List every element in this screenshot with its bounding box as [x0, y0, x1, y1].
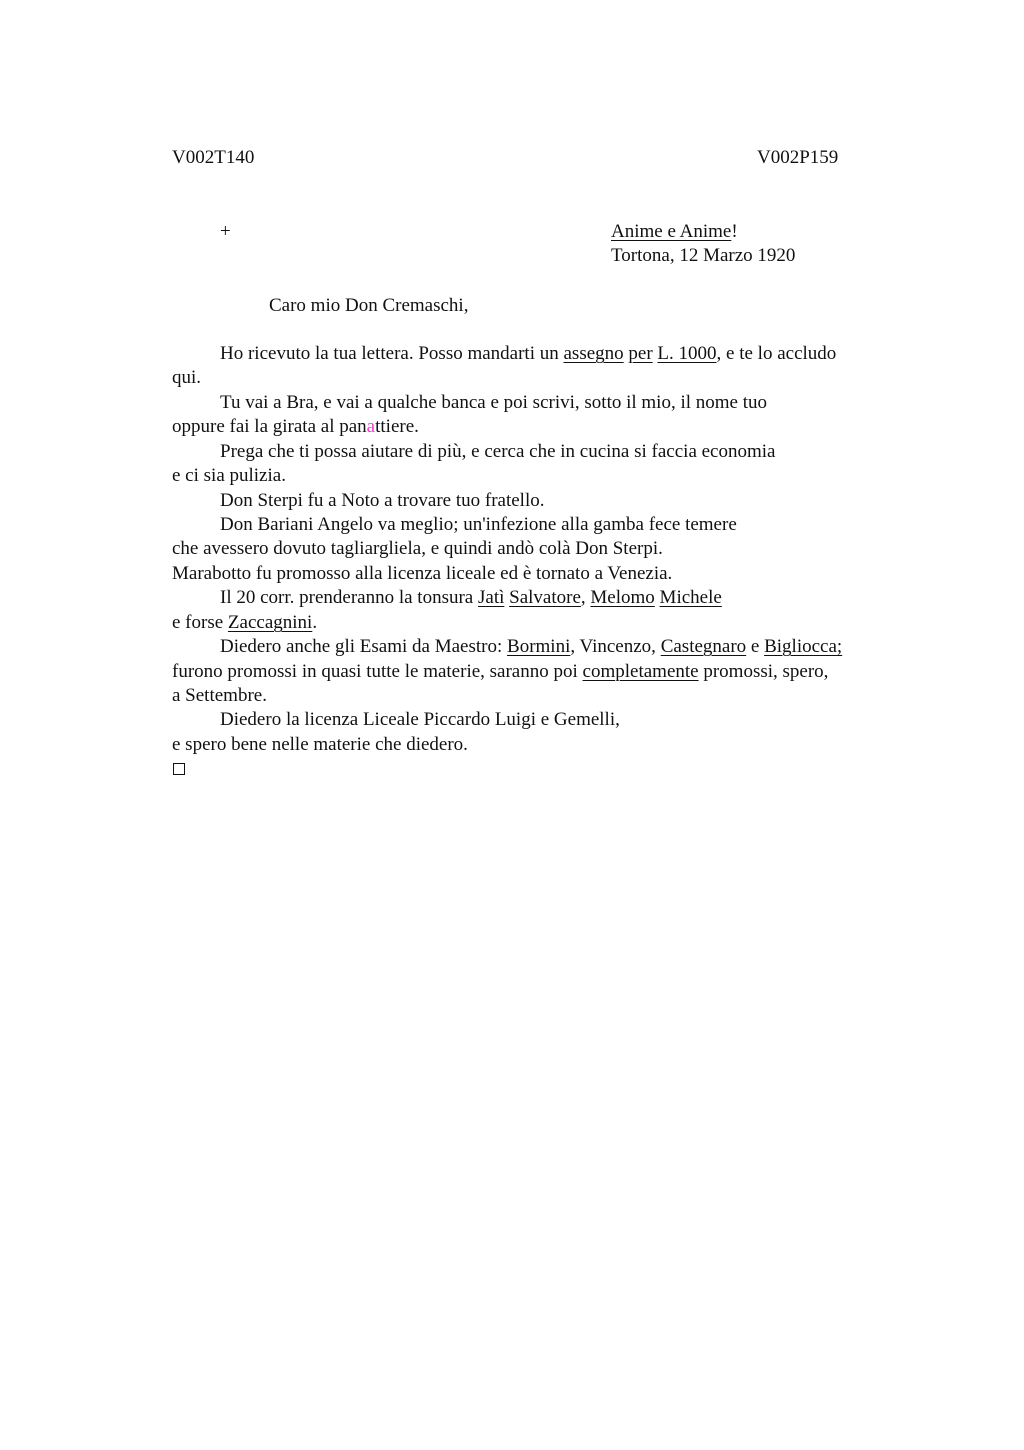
underlined-name: Salvatore	[509, 587, 581, 608]
motto-punct: !	[731, 221, 738, 242]
body-line-10: Marabotto fu promosso alla licenza liceale ed è tornato a Venezia.	[172, 563, 673, 584]
underlined-word: completamente	[582, 661, 699, 682]
body-line-11: Il 20 corr. prenderanno la tonsura Jatì Salvatore, Melomo Michele	[220, 587, 722, 608]
body-line-14: furono promossi in quasi tutte le materie, saranno poi completamente promossi, spero,	[172, 661, 829, 682]
underlined-word: per	[628, 343, 653, 364]
motto-text: Anime e Anime	[611, 221, 732, 242]
body-line-12: e forse Zaccagnini.	[172, 612, 318, 633]
body-line-16: Diedero la licenza Liceale Piccardo Luigi e Gemelli,	[220, 709, 620, 730]
body-line-4: oppure fai la girata al panattiere.	[172, 416, 419, 437]
motto	[611, 220, 738, 244]
underlined-name: Michele	[659, 587, 722, 608]
underlined-name: Melomo	[590, 587, 655, 608]
underlined-name: Jatì	[478, 587, 505, 608]
body-line-2: qui.	[172, 367, 202, 388]
cross-symbol: +	[220, 221, 231, 242]
end-marker-box-icon	[173, 763, 185, 775]
underlined-name: Zaccagnini	[227, 612, 313, 633]
greeting: Caro mio Don Cremaschi,	[269, 295, 469, 316]
document-code-left: V002T140	[172, 147, 255, 168]
highlighted-letter: a	[366, 416, 376, 437]
underlined-name: Bormini	[507, 636, 571, 657]
body-line-5: Prega che ti possa aiutare di più, e cerca che in cucina si faccia economia	[220, 441, 776, 462]
underlined-amount: L. 1000	[657, 343, 717, 364]
body-line-7: Don Sterpi fu a Noto a trovare tuo fratello.	[220, 490, 545, 511]
body-line-9: che avessero dovuto tagliargliela, e quindi andò colà Don Sterpi.	[172, 538, 663, 559]
body-line-1: Ho ricevuto la tua lettera. Posso mandarti un assegno per L. 1000, e te lo accludo	[220, 343, 837, 364]
underlined-name: Castegnaro	[660, 636, 747, 657]
body-line-13: Diedero anche gli Esami da Maestro: Bormini, Vincenzo, Castegnaro e Bigliocca;	[220, 636, 843, 657]
body-line-3: Tu vai a Bra, e vai a qualche banca e poi scrivi, sotto il mio, il nome tuo	[220, 392, 768, 413]
body-line-6: e ci sia pulizia.	[172, 465, 286, 486]
underlined-word: assegno	[563, 343, 624, 364]
underlined-name: Bigliocca;	[764, 636, 843, 657]
document-code-right: V002P159	[757, 147, 839, 168]
body-line-15: a Settembre.	[172, 685, 267, 706]
body-line-8: Don Bariani Angelo va meglio; un'infezione alla gamba fece temere	[220, 514, 737, 535]
place-date: Tortona, 12 Marzo 1920	[611, 245, 796, 266]
body-line-17: e spero bene nelle materie che diedero.	[172, 734, 468, 755]
